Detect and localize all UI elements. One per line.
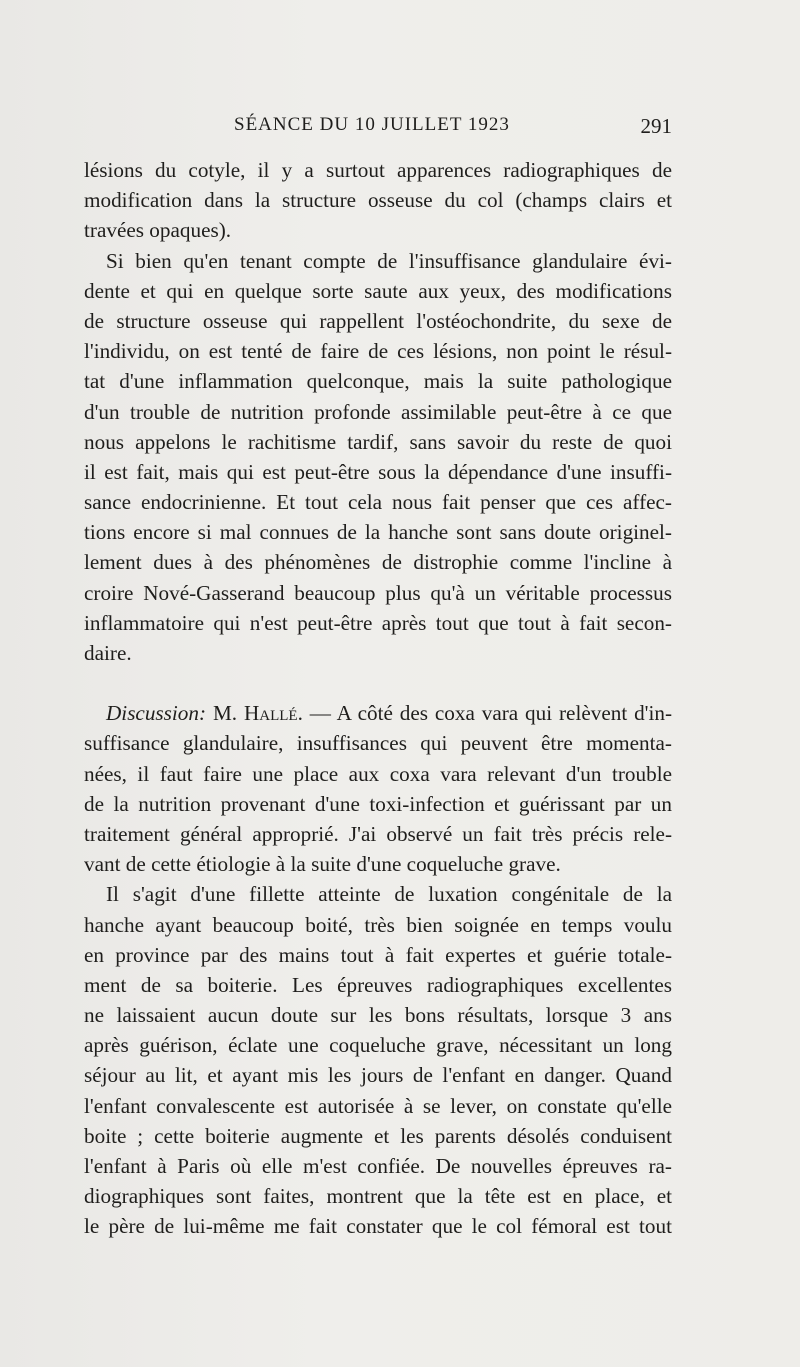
paragraph-2 <box>84 246 672 669</box>
text-line: hanche ayant beaucoup boité, très bien soignée en temps voulu <box>84 912 672 937</box>
text-line: Si bien qu'en tenant compte de l'insuffisance glandulaire évi- <box>106 248 672 273</box>
paragraph-spacer <box>84 668 672 698</box>
text-line: lésions du cotyle, il y a surtout apparences radiographiques de <box>84 158 672 182</box>
text-line: nées, il faut faire une place aux coxa vara relevant d'un trouble <box>84 761 672 786</box>
text-line: tions encore si mal connues de la hanche sont sans doute originel- <box>84 520 672 545</box>
text-line: le père de lui-même me fait constater que le col fémoral est tout <box>84 1214 672 1239</box>
running-head-prefix: SÉANCE <box>234 114 314 135</box>
text-line: boite ; cette boiterie augmente et les parents désolés conduisent <box>84 1123 672 1148</box>
discussion-first-line <box>84 698 672 728</box>
text-line: suffisance glandulaire, insuffisances qui peuvent être momenta- <box>84 731 672 756</box>
text-line: il est fait, mais qui est peut-être sous la dépendance d'une insuffi- <box>84 459 672 484</box>
text-line: l'enfant convalescente est autorisée à se lever, on constate qu'elle <box>84 1093 672 1118</box>
speaker-name: Hallé. <box>243 701 303 726</box>
text-line: d'un trouble de nutrition profonde assimilable peut-être à ce que <box>84 399 672 424</box>
text-line: travées opaques). <box>84 218 232 243</box>
text-line: lement dues à des phénomènes de distrophie comme l'incline à <box>84 550 672 575</box>
text-line: l'individu, on est tenté de faire de ces lésions, non point le résul- <box>84 339 672 364</box>
body-text <box>84 155 672 1242</box>
discussion-first-line-rest: — A côté des coxa vara qui relèvent d'in- <box>309 701 673 726</box>
page-header <box>84 114 672 144</box>
discussion-paragraph <box>84 698 672 879</box>
text-line: de structure osseuse qui rappellent l'ostéochondrite, du sexe de <box>84 308 672 333</box>
text-line: ment de sa boiterie. Les épreuves radiographiques excellentes <box>84 972 672 997</box>
text-line: inflammatoire qui n'est peut-être après tout que tout à fait secon- <box>84 610 672 635</box>
text-line: après guérison, éclate une coqueluche grave, nécessitant un long <box>84 1033 672 1058</box>
text-line: en province par des mains tout à fait expertes et guérie totale- <box>84 942 672 967</box>
text-line: de la nutrition provenant d'une toxi-infection et guérissant par un <box>84 791 672 816</box>
text-line: tat d'une inflammation quelconque, mais la suite pathologique <box>84 369 672 394</box>
running-head-date: 10 JUILLET 1923 <box>354 114 510 135</box>
text-line: daire. <box>84 641 132 665</box>
text-line: dente et qui en quelque sorte saute aux yeux, des modifications <box>84 278 672 303</box>
text-line: ne laissaient aucun doute sur les bons résultats, lorsque 3 ans <box>84 1003 672 1028</box>
text-line: vant de cette étiologie à la suite d'une coqueluche grave. <box>84 852 561 877</box>
discussion-label: Discussion: <box>106 701 207 726</box>
text-line: nous appelons le rachitisme tardif, sans savoir du reste de quoi <box>84 429 672 454</box>
paragraph-1 <box>84 155 672 246</box>
text-line: traitement général approprié. J'ai observé un fait très précis rele- <box>84 821 672 846</box>
text-line: modification dans la structure osseuse du col (champs clairs et <box>84 188 672 213</box>
text-line: sance endocrinienne. Et tout cela nous fait penser que ces affec- <box>84 490 672 515</box>
running-head <box>234 114 510 136</box>
running-head-du: DU <box>319 114 350 135</box>
final-paragraph <box>84 879 672 1241</box>
text-line: séjour au lit, et ayant mis les jours de l'enfant en danger. Quand <box>84 1063 672 1088</box>
page-number: 291 <box>640 114 672 138</box>
text-line: croire Nové-Gasserand beaucoup plus qu'à un véritable processus <box>84 580 672 605</box>
text-line: Il s'agit d'une fillette atteinte de luxation congénitale de la <box>106 882 672 907</box>
text-line: l'enfant à Paris où elle m'est confiée. De nouvelles épreuves ra- <box>84 1154 672 1178</box>
text-line: diographiques sont faites, montrent que la tête est en place, et <box>84 1184 672 1209</box>
speaker-prefix: M. <box>212 701 238 726</box>
